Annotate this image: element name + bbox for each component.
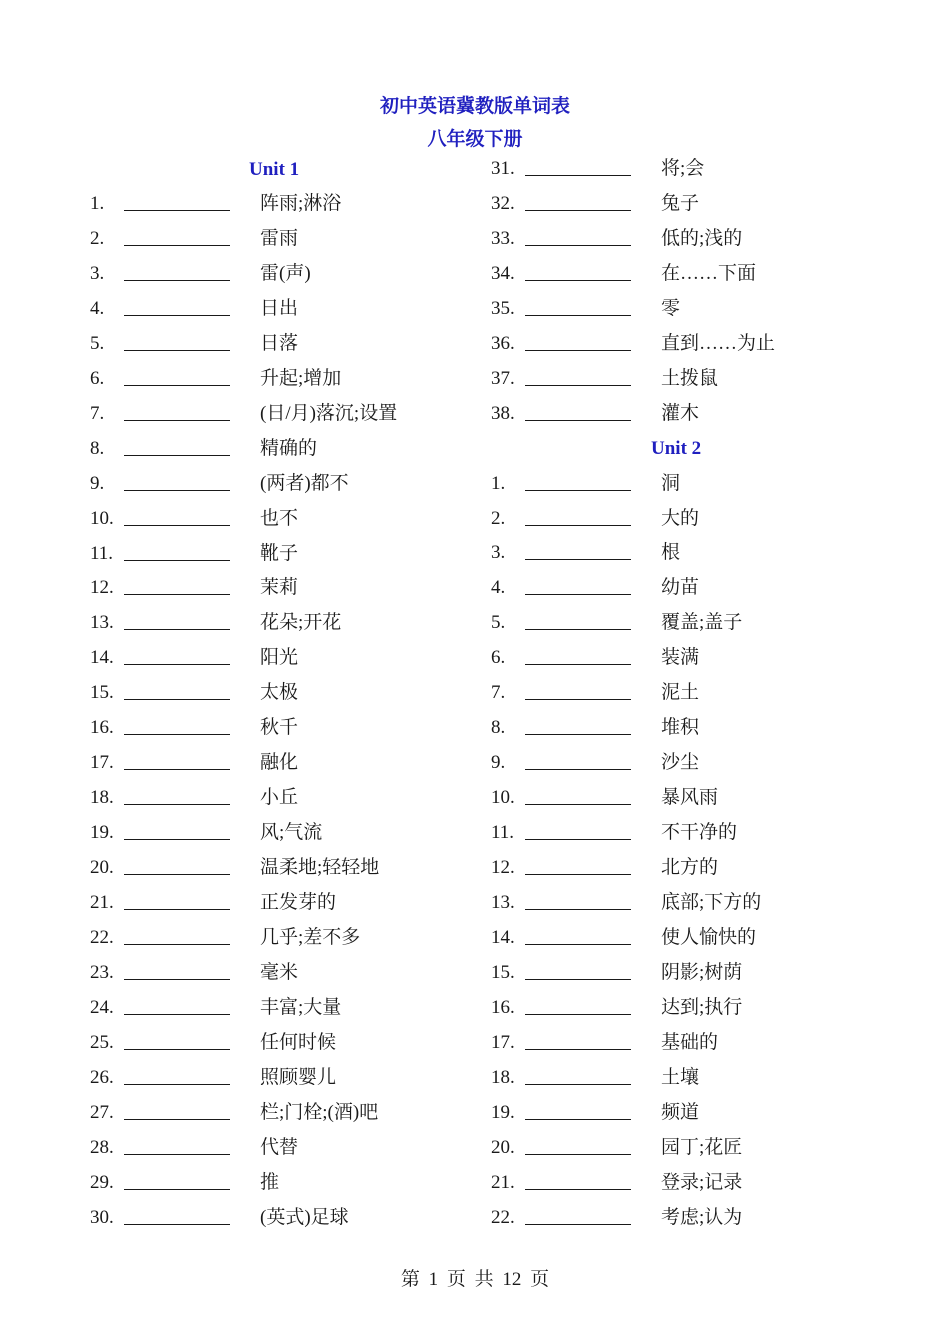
- list-item: [0, 291, 950, 326]
- list-item: [0, 151, 950, 186]
- list-item: [0, 396, 950, 431]
- item-number: 21.: [90, 892, 114, 913]
- list-item: [0, 605, 950, 640]
- chinese-meaning: 日出: [260, 297, 299, 319]
- list-item: [0, 780, 950, 815]
- answer-blank-line: [525, 1014, 631, 1015]
- chinese-meaning: 堆积: [661, 717, 700, 739]
- answer-blank-line: [525, 350, 631, 351]
- list-item: [0, 256, 950, 291]
- item-number: 7.: [491, 682, 506, 704]
- chinese-meaning: 融化: [260, 752, 299, 774]
- chinese-meaning: 园丁;花匠: [661, 1136, 743, 1158]
- answer-blank-line: [525, 559, 631, 560]
- chinese-meaning: 几乎;差不多: [260, 926, 361, 948]
- chinese-meaning: 花朵;开花: [260, 612, 342, 634]
- list-item: [0, 535, 950, 570]
- item-number: 21.: [491, 1171, 515, 1193]
- item-number: 3.: [491, 542, 506, 564]
- page-footer: 第 1 页 共 12 页: [400, 1269, 550, 1290]
- answer-blank-line: [525, 420, 631, 421]
- item-number: 22.: [491, 1206, 515, 1228]
- answer-blank-line: [525, 525, 631, 526]
- item-number: 34.: [491, 262, 515, 284]
- list-item: [0, 710, 950, 745]
- item-number: 18.: [90, 787, 114, 809]
- item-number: 11.: [90, 542, 114, 564]
- item-number: 20.: [491, 1136, 515, 1158]
- chinese-meaning: 丰富;大量: [260, 996, 342, 1018]
- chinese-meaning: 雷雨: [260, 227, 299, 249]
- item-number: 20.: [90, 857, 114, 879]
- answer-blank-line: [525, 979, 631, 980]
- chinese-meaning: 根: [661, 542, 681, 564]
- answer-blank-line: [525, 594, 631, 595]
- item-number: 8.: [491, 717, 506, 739]
- item-number: 6.: [491, 647, 506, 669]
- chinese-meaning: 毫米: [260, 961, 299, 983]
- chinese-meaning: 太极: [260, 682, 299, 704]
- chinese-meaning: 泥土: [661, 682, 700, 704]
- list-item: [0, 1095, 950, 1130]
- item-number: 23.: [90, 961, 114, 983]
- chinese-meaning: 北方的: [661, 857, 719, 878]
- item-number: 28.: [90, 1136, 114, 1158]
- chinese-meaning: 小丘: [260, 787, 299, 809]
- chinese-meaning: 靴子: [260, 542, 299, 564]
- chinese-meaning: 洞: [661, 472, 681, 494]
- list-item: [0, 990, 950, 1025]
- item-number: 10.: [90, 507, 114, 529]
- item-number: 6.: [90, 367, 105, 389]
- answer-blank-line: [525, 1119, 631, 1120]
- chinese-meaning: 雷(声): [260, 262, 311, 284]
- item-number: 15.: [491, 961, 515, 983]
- list-item: [0, 850, 950, 885]
- list-item: [0, 431, 950, 466]
- answer-blank-line: [525, 490, 631, 491]
- chinese-meaning: 升起;增加: [260, 367, 342, 389]
- chinese-meaning: 暴风雨: [661, 787, 719, 809]
- chinese-meaning: 低的;浅的: [661, 227, 743, 249]
- chinese-meaning: 代替: [260, 1136, 299, 1158]
- answer-blank-line: [525, 245, 631, 246]
- chinese-meaning: 登录;记录: [661, 1171, 743, 1193]
- answer-blank-line: [525, 699, 631, 700]
- page-title: 初中英语冀教版单词表: [379, 96, 570, 117]
- chinese-meaning: 沙尘: [661, 752, 700, 774]
- item-number: 17.: [491, 1031, 515, 1053]
- chinese-meaning: 精确的: [260, 437, 318, 459]
- list-item: [0, 1025, 950, 1060]
- chinese-meaning: 土拨鼠: [661, 367, 719, 389]
- list-item: [0, 955, 950, 990]
- chinese-meaning: 兔子: [661, 192, 700, 214]
- chinese-meaning: 照顾婴儿: [260, 1066, 337, 1088]
- item-number: 16.: [491, 996, 515, 1018]
- item-number: 10.: [491, 787, 515, 809]
- answer-blank-line: [525, 385, 631, 386]
- list-item: [0, 745, 950, 780]
- item-number: 11.: [491, 822, 515, 844]
- chinese-meaning: 大的: [661, 507, 700, 529]
- answer-blank-line: [525, 1189, 631, 1190]
- chinese-meaning: 幼苗: [661, 577, 700, 599]
- item-number: 33.: [491, 227, 515, 249]
- chinese-meaning: 茉莉: [260, 577, 299, 599]
- list-item: [0, 1200, 950, 1235]
- chinese-meaning: 底部;下方的: [661, 891, 762, 913]
- chinese-meaning: 基础的: [661, 1031, 719, 1053]
- chinese-meaning: 阳光: [260, 647, 299, 669]
- item-number: 19.: [491, 1101, 515, 1123]
- list-item: [0, 501, 950, 536]
- list-item: [0, 466, 950, 501]
- chinese-meaning: 装满: [661, 647, 700, 669]
- answer-blank-line: [525, 1084, 631, 1085]
- answer-blank-line: [525, 210, 631, 211]
- chinese-meaning: 阵雨;淋浴: [260, 193, 342, 214]
- item-number: 9.: [90, 472, 105, 494]
- item-number: 37.: [491, 367, 515, 389]
- item-number: 8.: [90, 437, 105, 459]
- chinese-meaning: 不干净的: [661, 822, 738, 844]
- answer-blank-line: [525, 804, 631, 805]
- answer-blank-line: [525, 1049, 631, 1050]
- chinese-meaning: 考虑;认为: [661, 1206, 743, 1228]
- list-item: [0, 640, 950, 675]
- list-item: [0, 815, 950, 850]
- item-number: 14.: [491, 926, 515, 948]
- answer-blank-line: [525, 629, 631, 630]
- item-number: 22.: [90, 926, 114, 948]
- chinese-meaning: 秋千: [260, 717, 299, 739]
- chinese-meaning: 频道: [661, 1101, 700, 1123]
- chinese-meaning: 覆盖;盖子: [661, 612, 743, 634]
- chinese-meaning: 也不: [260, 507, 299, 529]
- list-item: [0, 1060, 950, 1095]
- item-number: 38.: [491, 402, 515, 424]
- chinese-meaning: 任何时候: [260, 1031, 337, 1053]
- chinese-meaning: 灌木: [661, 402, 700, 424]
- item-number: 12.: [491, 857, 515, 878]
- chinese-meaning: 将;会: [661, 158, 705, 179]
- item-number: 14.: [90, 647, 114, 669]
- list-item: [0, 885, 950, 920]
- item-number: 5.: [491, 612, 506, 634]
- answer-blank-line: [525, 734, 631, 735]
- list-item: [0, 186, 950, 221]
- item-number: 36.: [491, 332, 515, 354]
- page-subtitle: 八年级下册: [427, 129, 523, 150]
- item-number: 2.: [491, 507, 506, 529]
- answer-blank-line: [525, 280, 631, 281]
- unit-heading: Unit 2: [651, 437, 702, 459]
- chinese-meaning: 直到……为止: [661, 332, 776, 354]
- item-number: 27.: [90, 1101, 114, 1123]
- item-number: 17.: [90, 752, 114, 774]
- chinese-meaning: 达到;执行: [661, 996, 743, 1018]
- chinese-meaning: 栏;门栓;(酒)吧: [260, 1101, 379, 1123]
- list-item: [0, 221, 950, 256]
- chinese-meaning: 使人愉快的: [661, 926, 757, 948]
- list-item: [0, 1130, 950, 1165]
- answer-blank-line: [525, 874, 631, 875]
- chinese-meaning: (日/月)落沉;设置: [260, 402, 398, 424]
- item-number: 16.: [90, 717, 114, 739]
- item-number: 30.: [90, 1206, 114, 1228]
- answer-blank-line: [525, 315, 631, 316]
- chinese-meaning: 日落: [260, 332, 299, 354]
- list-item: [0, 920, 950, 955]
- item-number: 18.: [491, 1066, 515, 1088]
- item-number: 9.: [491, 752, 506, 774]
- list-item: [0, 1165, 950, 1200]
- item-number: 31.: [491, 158, 515, 179]
- item-number: 12.: [90, 577, 114, 599]
- item-number: 1.: [90, 193, 105, 214]
- item-number: 29.: [90, 1171, 114, 1193]
- item-number: 4.: [90, 297, 105, 319]
- chinese-meaning: (两者)都不: [260, 472, 349, 494]
- chinese-meaning: 推: [260, 1171, 280, 1193]
- answer-blank-line: [124, 455, 230, 456]
- item-number: 25.: [90, 1031, 114, 1053]
- chinese-meaning: 风;气流: [260, 822, 323, 844]
- answer-blank-line: [525, 769, 631, 770]
- answer-blank-line: [525, 944, 631, 945]
- item-number: 15.: [90, 682, 114, 704]
- chinese-meaning: (英式)足球: [260, 1206, 349, 1228]
- chinese-meaning: 零: [661, 297, 681, 319]
- item-number: 1.: [491, 472, 506, 494]
- chinese-meaning: 土壤: [661, 1066, 700, 1088]
- item-number: 4.: [491, 577, 506, 599]
- chinese-meaning: 温柔地;轻轻地: [260, 857, 380, 879]
- answer-blank-line: [525, 909, 631, 910]
- list-item: [0, 570, 950, 605]
- list-item: [0, 326, 950, 361]
- item-number: 26.: [90, 1066, 114, 1088]
- item-number: 7.: [90, 402, 105, 424]
- chinese-meaning: 在……下面: [661, 262, 757, 284]
- list-item: [0, 361, 950, 396]
- unit-heading: Unit 1: [249, 159, 300, 180]
- answer-blank-line: [525, 175, 631, 176]
- item-number: 13.: [491, 891, 515, 913]
- item-number: 32.: [491, 192, 515, 214]
- item-number: 35.: [491, 297, 515, 319]
- answer-blank-line: [525, 1154, 631, 1155]
- item-number: 5.: [90, 332, 105, 354]
- answer-blank-line: [525, 839, 631, 840]
- item-number: 3.: [90, 262, 105, 284]
- item-number: 13.: [90, 612, 114, 634]
- chinese-meaning: 阴影;树荫: [661, 961, 743, 983]
- list-item: [0, 675, 950, 710]
- answer-blank-line: [525, 664, 631, 665]
- item-number: 2.: [90, 227, 105, 249]
- item-number: 19.: [90, 822, 114, 844]
- chinese-meaning: 正发芽的: [260, 892, 337, 913]
- item-number: 24.: [90, 996, 114, 1018]
- answer-blank-line: [525, 1224, 631, 1225]
